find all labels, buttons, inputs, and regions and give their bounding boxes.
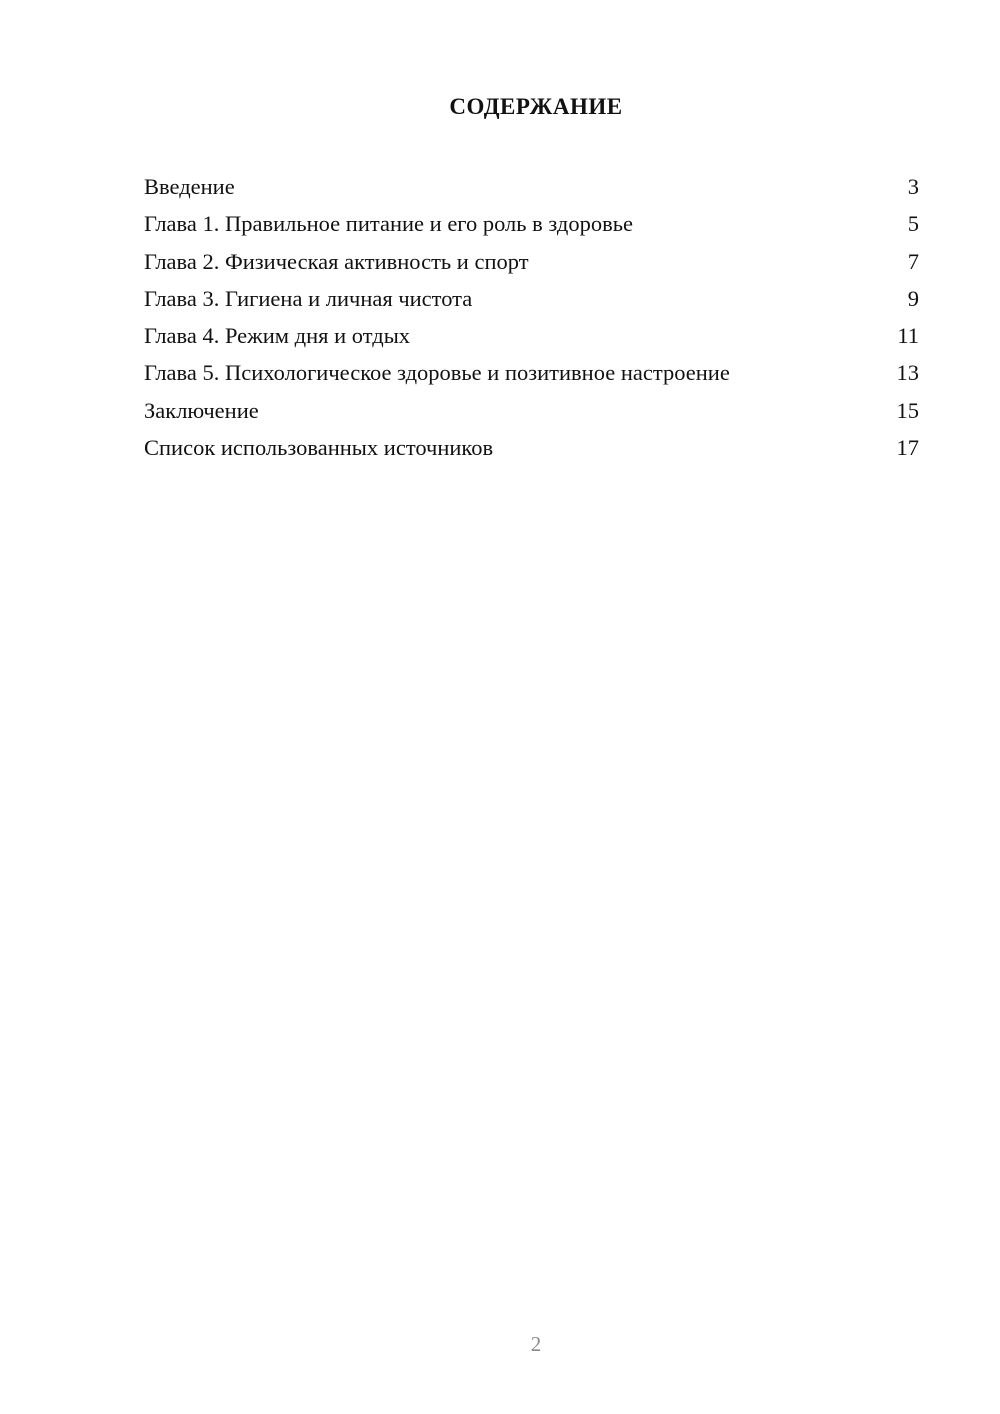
toc-entry-chapter-1 <box>144 205 919 242</box>
toc-entry-page: 9 <box>907 285 919 311</box>
toc-entry-chapter-4 <box>144 317 919 354</box>
toc-entry-page: 7 <box>907 248 919 274</box>
toc-entry-page: 11 <box>897 323 919 349</box>
toc-entry-page: 13 <box>896 360 919 386</box>
toc-entry-page: 5 <box>907 211 919 237</box>
toc-entry-label: Введение <box>144 174 235 199</box>
page-number: 2 <box>530 1332 542 1356</box>
toc-entry-references <box>144 429 919 466</box>
toc-entry-chapter-2 <box>144 243 919 280</box>
toc-entry-chapter-5 <box>144 354 919 391</box>
toc-entry-page: 3 <box>907 174 919 199</box>
table-of-contents <box>144 168 919 466</box>
toc-entry-page: 17 <box>896 435 919 461</box>
toc-entry-chapter-3 <box>144 280 919 317</box>
toc-entry-label: Глава 3. Гигиена и личная чистота <box>144 285 473 311</box>
toc-entry-label: Глава 4. Режим дня и отдых <box>144 323 411 349</box>
toc-entry-label: Список использованных источников <box>144 435 494 461</box>
toc-entry-conclusion <box>144 392 919 429</box>
toc-entry-label: Глава 1. Правильное питание и его роль в здоровье <box>144 211 633 237</box>
toc-heading: СОДЕРЖАНИЕ <box>449 94 623 119</box>
toc-entry-label: Глава 2. Физическая активность и спорт <box>144 248 529 274</box>
toc-entry-label: Глава 5. Психологическое здоровье и позитивное настроение <box>144 360 730 386</box>
toc-entry-page: 15 <box>896 397 919 423</box>
toc-entry-introduction <box>144 168 919 205</box>
toc-entry-label: Заключение <box>144 397 259 423</box>
